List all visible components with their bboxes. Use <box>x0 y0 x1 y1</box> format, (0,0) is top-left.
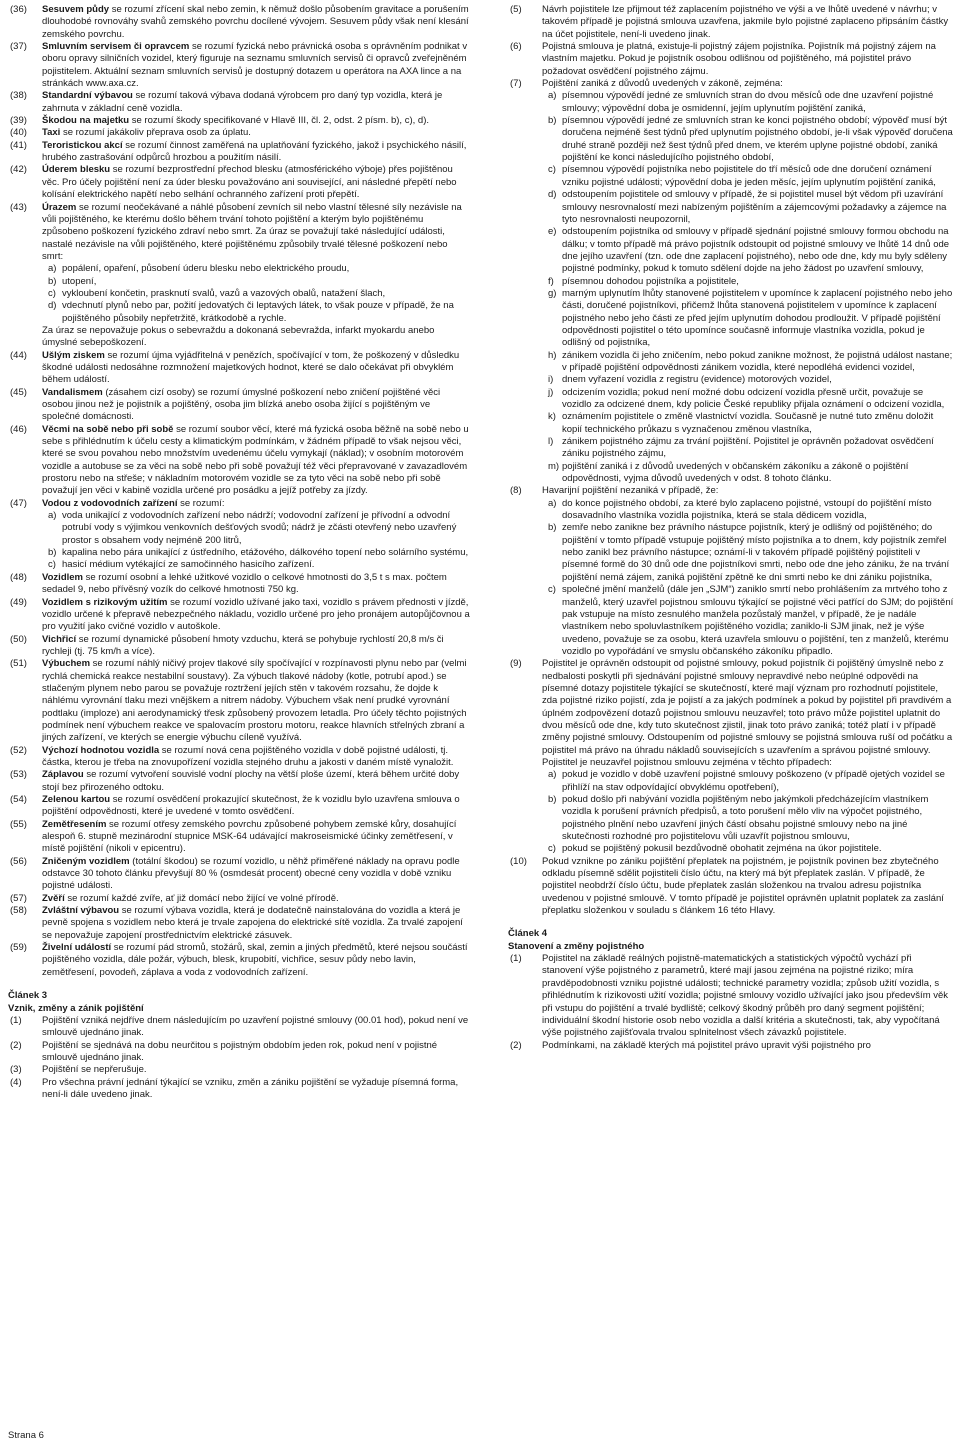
para-7-l: l) zánikem pojistného zájmu za trvání pojištění. Pojistitel je oprávněn požadovat osvědčení zániku pojistného zájmu, <box>548 436 934 460</box>
para-9-a: a) pokud je vozidlo v době uzavření pojistné smlouvy poškozeno (v případě ojetých vozidel se přihlíží na stav odpovídající obvyklému opotřebení), <box>548 769 945 793</box>
definition-50: (50) Vichřicí se rozumí dynamické působení hmoty vzduchu, která se pohybuje rychlostí 20,8 m/s či rychleji (tj. 75 km/h a více). <box>10 633 444 657</box>
para-7-i: i) dnem vyřazení vozidla z registru (evidence) motorových vozidel, <box>548 374 832 386</box>
definition-43-tail: Za úraz se nepovažuje pokus o sebevraždu a dokonaná sebevražda, infarkt myokardu anebo úmyslné sebepoškození. <box>42 324 435 349</box>
para-7-a: a) písemnou výpovědí jedné ze smluvních stran do dvou měsíců ode dne uzavření pojistné smlouvy; výpovědní doba je osmidenní, jejím uplynutím pojištění zaniká, <box>548 90 934 114</box>
definition-40: (40) Taxi se rozumí jakákoliv přeprava osob za úplatu. <box>10 127 251 139</box>
definition-39: (39) Škodou na majetku se rozumí škody specifikované v Hlavě III, čl. 2, odst. 2 písm. b), c), d). <box>10 115 429 127</box>
para-7-m: m) pojištění zaniká i z důvodů uvedených v občanském zákoníku a zákoně o pojištění odpovědnosti, vyjma důvodů uvedených v odst. 8 tohoto článku. <box>548 460 909 485</box>
definition-43-c: c) vykloubení končetin, prasknutí svalů, vazů a vazových obalů, natažení šlach, <box>48 287 386 299</box>
definition-37: (37) Smluvním servisem či opravcem se rozumí fyzická nebo právnická osoba s oprávněním podnikat v oboru opravy silničních vozidel, který figuruje na seznamu smluvních servisů či opravců zveřejněném pojistitelem. Aktuální seznam smluvních servisů je dostupný dotazem u operátora na AXA lince a na stránkách www.axa.cz. <box>10 41 468 90</box>
section-gap <box>508 917 954 928</box>
definition-36: (36) Sesuvem půdy se rozumí zřícení skal nebo zemin, k němuž došlo působením gravitace a porušením dlouhodobé rovnováhy svahů zemského povrchu docílené vývojem. Sesuvem půdy však není klesání zemského povrchu. <box>10 4 469 40</box>
para-8-a: a) do konce pojistného období, za které bylo zaplaceno pojistné, vstoupí do pojištění místo dosavadního vlastníka vozidla pojistníka, která se stala dědicem vozidla, <box>548 497 932 522</box>
article-3-para-3: (3) Pojištění se nepřerušuje. <box>10 1064 147 1076</box>
article-3-para-5: (5) Návrh pojistitele lze přijmout též zaplacením pojistného ve výši a ve lhůtě uvedené v návrhu; v takovém případě je pojistná smlouva uzavřena, jakmile bylo pojistné zaplaceno připsáním částky na účet pojistitele, není-li uvedeno jinak. <box>510 4 949 40</box>
article-4-subtitle: Stanovení a změny pojistného <box>508 940 645 952</box>
article-4-para-2: (2) Podmínkami, na základě kterých má pojistitel právo upravit výši pojistného pro <box>510 1039 871 1051</box>
para-8-c: c) společné jmění manželů (dále jen „SJM“) zaniklo smrtí nebo prohlášením za mrtvého toho z manželů, který uzavřel pojistnou smlouvu týkající se pojistné věci patřící do SJM; do pojištění pak vstupuje na místo zesnulého manžela pozůstalý manžel, v případě, že je nadále vlastníkem nebo spoluvlastníkem pojištěného vozidla; zaniklo-li SJM jinak, než je výše uvedeno, považuje se za osobu, která uzavřela smlouvu o pojištění, ten z manželů, kterému vozidlo po vypořádání ve smyslu občanského zákoníku připadlo. <box>548 584 954 657</box>
definition-46: (46) Věcmi na sobě nebo při sobě se rozumí soubor věcí, které má fyzická osoba běžně na sobě nebo u sebe s přihlédnutím k účelu cesty a klimatickým podmínkám, v žádném případě to však nejsou věci, které se svou povahou nebo množstvím uvedenému účelu vymykají (náklad); v osobním motorovém vozidle a autobuse se za věci na sobě nebo při sobě považují též věci přepravované v zavazadlovém prostoru nebo na střeše; v nákladním motorovém vozidle se za tyto věci na sobě nebo při sobě považují jen věci v kabině vozidla určené pro posádku a jejíž potřeby za jízdy. <box>10 423 469 497</box>
definition-44: (44) Ušlým ziskem se rozumí újma vyjádřitelná v penězích, spočívající v tom, že poškozený v důsledku škodné události nedosáhne rozmnožení majetkových hodnot, které se dalo očekávat při obvyklém během událostí. <box>10 349 460 386</box>
article-3-subtitle: Vznik, změny a zánik pojištění <box>8 1002 144 1014</box>
definition-42: (42) Úderem blesku se rozumí bezprostřední přechod blesku (atmosférického výboje) přes pojištěnou věc. Pro účely pojištění není za úder blesku považováno ani související, ani následné přepětí nebo kolísání elektrického napětí nebo selhání ochranného zařízení proti přepětí. <box>10 164 457 201</box>
definition-43-d: d) vdechnutí plynů nebo par, požití jedovatých či leptavých látek, to však pouze v případě, že na pojištěného působily nepřetržitě, krátkodobě a rychle. <box>48 300 454 324</box>
para-7-d: d) odstoupením pojistitele od smlouvy v případě, že si pojistitel musel být vědom při uzavírání smlouvy nesrovnalostí mezi nabízeným pojištěním a zájemcovými požadavky a zájemce na tyto nesrovnalosti neupozornil, <box>548 189 947 225</box>
definition-59: (59) Živelní událostí se rozumí pád stromů, stožárů, skal, zemin a jiných předmětů, které nejsou součástí pojištěného vozidla, dále požár, výbuch, blesk, krupobití, vichřice, sesuv půdy nebo lavin, zemětřesení, povodeň, záplava a voda z vodovodních zařízení. <box>10 942 468 978</box>
article-3-para-8: (8) Havarijní pojištění nezaniká v případě, že: <box>510 485 719 497</box>
definition-48: (48) Vozidlem se rozumí osobní a lehké užitkové vozidlo o celkové hmotnosti do 3,5 t s max. počtem sedadel 9, nebo přívěsný vozík do celkové hmotnosti 750 kg. <box>10 571 447 596</box>
definition-56: (56) Zničeným vozidlem (totální škodou) se rozumí vozidlo, u něhž přiměřené náklady na opravu podle odstavce 30 tohoto článku převyšují 80 % (osmdesát procent) obecné ceny vozidla v době vzniku pojistné události. <box>10 855 460 892</box>
para-7-h: h) zánikem vozidla či jeho zničením, nebo pokud zanikne možnost, že pojistná událost nastane; v případě pojištění odpovědnosti zánikem vozidla, které nepodléhá evidenci vozidel, <box>548 349 953 373</box>
article-3-para-7: (7) Pojištění zaniká z důvodů uvedených v zákoně, zejména: <box>510 78 783 90</box>
section-gap <box>8 979 470 990</box>
article-3-para-6: (6) Pojistná smlouva je platná, existuje-li pojistný zájem pojistníka. Pojistník má pojistný zájem na vlastním majetku. Pokud je pojistník osobou odlišnou od pojištěného, má pojistitel právo požadovat osvědčení pojistného zájmu. <box>510 41 936 77</box>
definition-47-c: c) hasicí médium vytékající ze samočinného hasicího zařízení. <box>48 559 315 571</box>
page-number: Strana 6 <box>8 1430 44 1441</box>
para-7-e: e) odstoupením pojistníka od smlouvy v případě sjednání pojistné smlouvy formou obchodu na dálku; v tomto případě má právo pojistník odstoupit od pojistné smlouvy ve lhůtě 14 dnů ode dne jejího uzavření (tzn. ode dne zaplacení pojistného), nebo ode dne, kdy mu byly sděleny pojistné podmínky, pokud k tomuto sdělení dojde na jeho žádost po uzavření smlouvy, <box>548 226 950 275</box>
definition-43-a: a) popálení, opaření, působení úderu blesku nebo elektrického proudu, <box>48 263 350 275</box>
definition-47: (47) Vodou z vodovodních zařízení se rozumí: <box>10 497 225 509</box>
definition-55: (55) Zemětřesením se rozumí otřesy zemského povrchu způsobené pohybem zemské kůry, dosahující alespoň 6. stupně mezinárodní stupnice MSK-64 udávající makroseismické účinky zemětřesení, v místě pojištění (nikoli v epicentru). <box>10 818 457 855</box>
para-7-g: g) marným uplynutím lhůty stanovené pojistitelem v upomínce k zaplacení pojistného nebo jeho části, doručené pojistníkovi, přičemž lhůta stanovená pojistitelem v upomínce k zaplacení pojistného nebo jeho části ze před jejím uplynutím dohodou prodloužit. V případě pojištění odpovědnosti pojistitel o této upomínce současně informuje vlastníka vozidla, pokud je odlišný od pojistníka, <box>548 287 953 349</box>
definition-49: (49) Vozidlem s rizikovým užitím se rozumí vozidlo užívané jako taxi, vozidlo s právem přednosti v jízdě, vozidlo určené k přepravě nebezpečného nákladu, vozidlo určené pro jeho pronájem autopůjčovnou a pro využití jako cvičné vozidlo v autoškole. <box>10 596 470 633</box>
article-3-para-10: (10) Pokud vznikne po zániku pojištění přeplatek na pojistném, je pojistník povinen bez zbytečného odkladu písemně sdělit pojistiteli číslo účtu, na který má být přeplatek zaslán. V případě, že pojistitel neobdrží číslo účtu, bude přeplatek zaslán složenkou na trvalou adresu pojistníka uvedenou v pojistné smlouvě. V tomto případě je pojistitel oprávněn uplatnit poplatek za zaslání přeplatku složenkou v souladu s článkem 16 této Hlavy. <box>510 855 944 917</box>
definition-38: (38) Standardní výbavou se rozumí taková výbava dodaná výrobcem pro daný typ vozidla, která je zahrnuta v základní ceně vozidla. <box>10 90 443 114</box>
definition-43: (43) Úrazem se rozumí neočekávané a náhlé působení zevních sil nebo vlastní tělesné síly nezávisle na vůli pojištěného, ke kterému došlo během trvání tohoto pojištění a kterým bylo pojištěnému způsobeno poškození fyzického zdraví nebo smrt. Za úraz se považují také následující události, nastalé nezávisle na vůli pojištěného, které pojištěnému způsobily trvalé tělesné poškození nebo smrt: <box>10 201 462 262</box>
definition-47-a: a) voda unikající z vodovodních zařízení nebo nádrží; vodovodní zařízení je přívodní a odvodní potrubí vody s výjimkou venkovních dešťových svodů; nádrž je zčásti otevřený nebo uzavřený prostor s obsahem vody nejméně 200 litrů, <box>48 510 457 546</box>
article-3-title: Článek 3 <box>8 990 48 1002</box>
definition-41: (41) Teroristickou akcí se rozumí činnost zaměřená na uplatňování fyzického, jakož i psychického násilí, hrubého zastrašování odpůrců hrozbou a použitím násilí. <box>10 139 467 164</box>
left-column <box>8 4 470 1101</box>
article-4-title: Článek 4 <box>508 928 548 940</box>
para-9-c: c) pokud se pojištěný pokusil bezdůvodně obohatit zejména na úkor pojistitele. <box>548 843 882 855</box>
definition-57: (57) Zvěří se rozumí každé zvíře, ať již domácí nebo žijící ve volné přírodě. <box>10 892 339 904</box>
definition-53: (53) Záplavou se rozumí vytvoření souvislé vodní plochy na větší ploše území, která během určité doby stojí bez přirozeného odtoku. <box>10 769 460 793</box>
definition-52: (52) Výchozí hodnotou vozidla se rozumí nová cena pojištěného vozidla v době pojistné události, tj. částka, kterou je třeba na znovupořízení vozidla stejného druhu a jakosti v daném místě vynaložit. <box>10 744 454 768</box>
definition-51: (51) Výbuchem se rozumí náhlý ničivý projev tlakové síly spočívající v rozpínavosti plynu nebo par (velmi rychlá chemická reakce nestabilní soustavy). Za výbuch tlakové nádoby (kotle, potrubí apod.) se stlačeným plynem nebo parou se považuje roztržení jejích stěn v takovém rozsahu, že dojde k náhlému vyrovnání tlaku mezi vnějškem a nitrem nádoby. Výbuchem však není prudké vyrovnání podtlaku (imploze) ani aerodynamický třesk způsobený provozem letadla. Pro účely těchto pojistných podmínek není výbuchem reakce ve spalovacím prostoru motoru, reakce hlavních střelných zbraní a jiných zařízení, ve kterých se energie výbuchu cíleně využívá. <box>10 658 467 744</box>
article-3-para-9: (9) Pojistitel je oprávněn odstoupit od pojistné smlouvy, pokud pojistník či pojištěný úmyslně nebo z nedbalosti poskytli při sjednávání pojistné smlouvy nepravdivé nebo neúplné odpovědi na písemné dotazy pojistitele týkající se skutečností, které mají význam pro rozhodnutí pojistitele, zda pojistné riziko pojistí, zda je pojistí a za jakých podmínek a pokud by pojistitel při pravdivém a úplném zodpovězení dotazů pojistnou smlouvu neuzavřel; toto právo může pojistitel uplatnit do dvou měsíců ode dne, kdy tuto skutečnost zjistil, jinak toto právo zaniká; totéž platí i v případě změny pojistné smlouvy. Odstoupením od pojistné smlouvy se pojistná smlouva ruší od počátku a pojistitel má právo na úhradu nákladů souvisejících s uzavřením a správou pojistné smlouvy. Pojistitel je neuzavřel pojistnou smlouvu zejména v těchto případech: <box>510 658 953 768</box>
para-7-j: j) odcizením vozidla; pokud není možné dobu odcizení vozidla přesně určit, považuje se vozidlo za odcizené dnem, kdy policie České republiky přijala oznámení o odcizení vozidla, <box>548 386 945 410</box>
para-7-c: c) písemnou výpovědí pojistníka nebo pojistitele do tří měsíců ode dne doručení oznámení vzniku pojistné události; výpovědní doba je jeden měsíc, jejím uplynutím pojištění zaniká, <box>548 164 936 188</box>
article-3-para-1: (1) Pojištění vzniká nejdříve dnem následujícím po uzavření pojistné smlouvy (00.01 hod), pokud není ve smlouvě ujednáno jinak. <box>10 1014 469 1039</box>
definition-54: (54) Zelenou kartou se rozumí osvědčení prokazující skutečnost, že k vozidlu bylo uzavřena smlouva o pojištění odpovědnosti, které je uvedené v tomto osvědčení. <box>10 794 460 818</box>
definition-58: (58) Zvláštní výbavou se rozumí výbava vozidla, která je dodatečně nainstalována do vozidla a která je pevně spojena s vozidlem nebo která je trvale zapojena do elektrické sítě vozidla. Za trvalé zapojení se nepovažuje zapojení prostřednictvím elektrické zásuvek. <box>10 905 463 941</box>
definition-43-b: b) utopení, <box>48 275 97 287</box>
para-7-f: f) písemnou dohodou pojistníka a pojistitele, <box>548 275 739 287</box>
article-4-para-1: (1) Pojistitel na základě reálných pojistně-matematických a statistických výpočtů vychází při stanovení výše pojistného z parametrů, které mají jasou zejména na pojistné riziko; míra pravděpodobnosti vzniku pojistné události; technické parametry vozidla; způsob užití vozidla, s přihlédnutím k rizikovosti užití vozidla; pojistné smlouvy vozidlo užívající jako jsou především věk při vstupu do pojištění a trvalé bydliště; celkový škodný průběh pro daný segment pojištění; individuální škodní historie osob nebo vozidla a další kritéria a skutečnosti, tak, aby vypočítaná výše pojistného zajišťovala trvalou splnitelnost všech závazků pojistitele. <box>510 953 949 1039</box>
para-7-k: k) oznámením pojistitele o změně vlastnictví vozidla. Současně je nutné tuto změnu doložit kopií technického průkazu s vyznačenou změnou vlastníka, <box>548 411 934 435</box>
article-3-para-2: (2) Pojištění se sjednává na dobu neurčitou s pojistným obdobím jeden rok, pokud není v pojistné smlouvě ujednáno jinak. <box>10 1039 438 1063</box>
definition-47-b: b) kapalina nebo pára unikající z ústředního, etážového, dálkového topení nebo solárního systému, <box>48 547 469 559</box>
right-column <box>508 4 954 1052</box>
para-8-b: b) zemře nebo zanikne bez právního nástupce pojistník, který je odlišný od pojištěného; do pojištění v tomto případě vstupuje pojištěný místo pojistníka a to dnem, kdy pojistník zemřel nebo zanikl bez právního nástupce; oznámí-li v takovém případě pojištěný pojistiteli v písemné formě do 30 dnů ode dne pojistníkovi smrti, nebo ode dne jeho zániku, že na trvání pojištění nemá zájem, zaniká pojištění zpětně ke dni smrti nebo ke dni zániku pojistníka, <box>548 522 950 583</box>
definition-45: (45) Vandalismem (zásahem cizí osoby) se rozumí úmyslné poškození nebo zničení pojištěné věci osobou jinou než je pojistník a pojištěný, osoba jim blízká anebo osoba žijící s pojištěným ve společné domácnosti. <box>10 386 441 423</box>
para-7-b: b) písemnou výpovědí jedné ze smluvních stran ke konci pojistného období; výpověď musí být doručena nejméně šest týdnů před uplynutím pojistného období, je-li však výpověď doručena druhé straně později než šest týdnů před dnem, ve kterém uplyne pojistné období, zaniká pojištění ke konci následujícího pojistného období, <box>548 115 953 164</box>
para-9-b: b) pokud došlo při nabývání vozidla pojištěným nebo jakýmkoli předcházejícím vlastníkem vozidla k porušení právních předpisů, a toto porušení mělo vliv na výpočet pojistného, pojistného plnění nebo uzavření jiných částí obsahu pojistné smlouvy nebo na jiné skutečnosti rozhodné pro pojistitelovu vůli uzavřít pojistnou smlouvu, <box>548 794 929 843</box>
article-3-para-4: (4) Pro všechna právní jednání týkající se vzniku, změn a zániku pojištění se vyžaduje písemná forma, není-li dále uvedeno jinak. <box>10 1076 459 1100</box>
